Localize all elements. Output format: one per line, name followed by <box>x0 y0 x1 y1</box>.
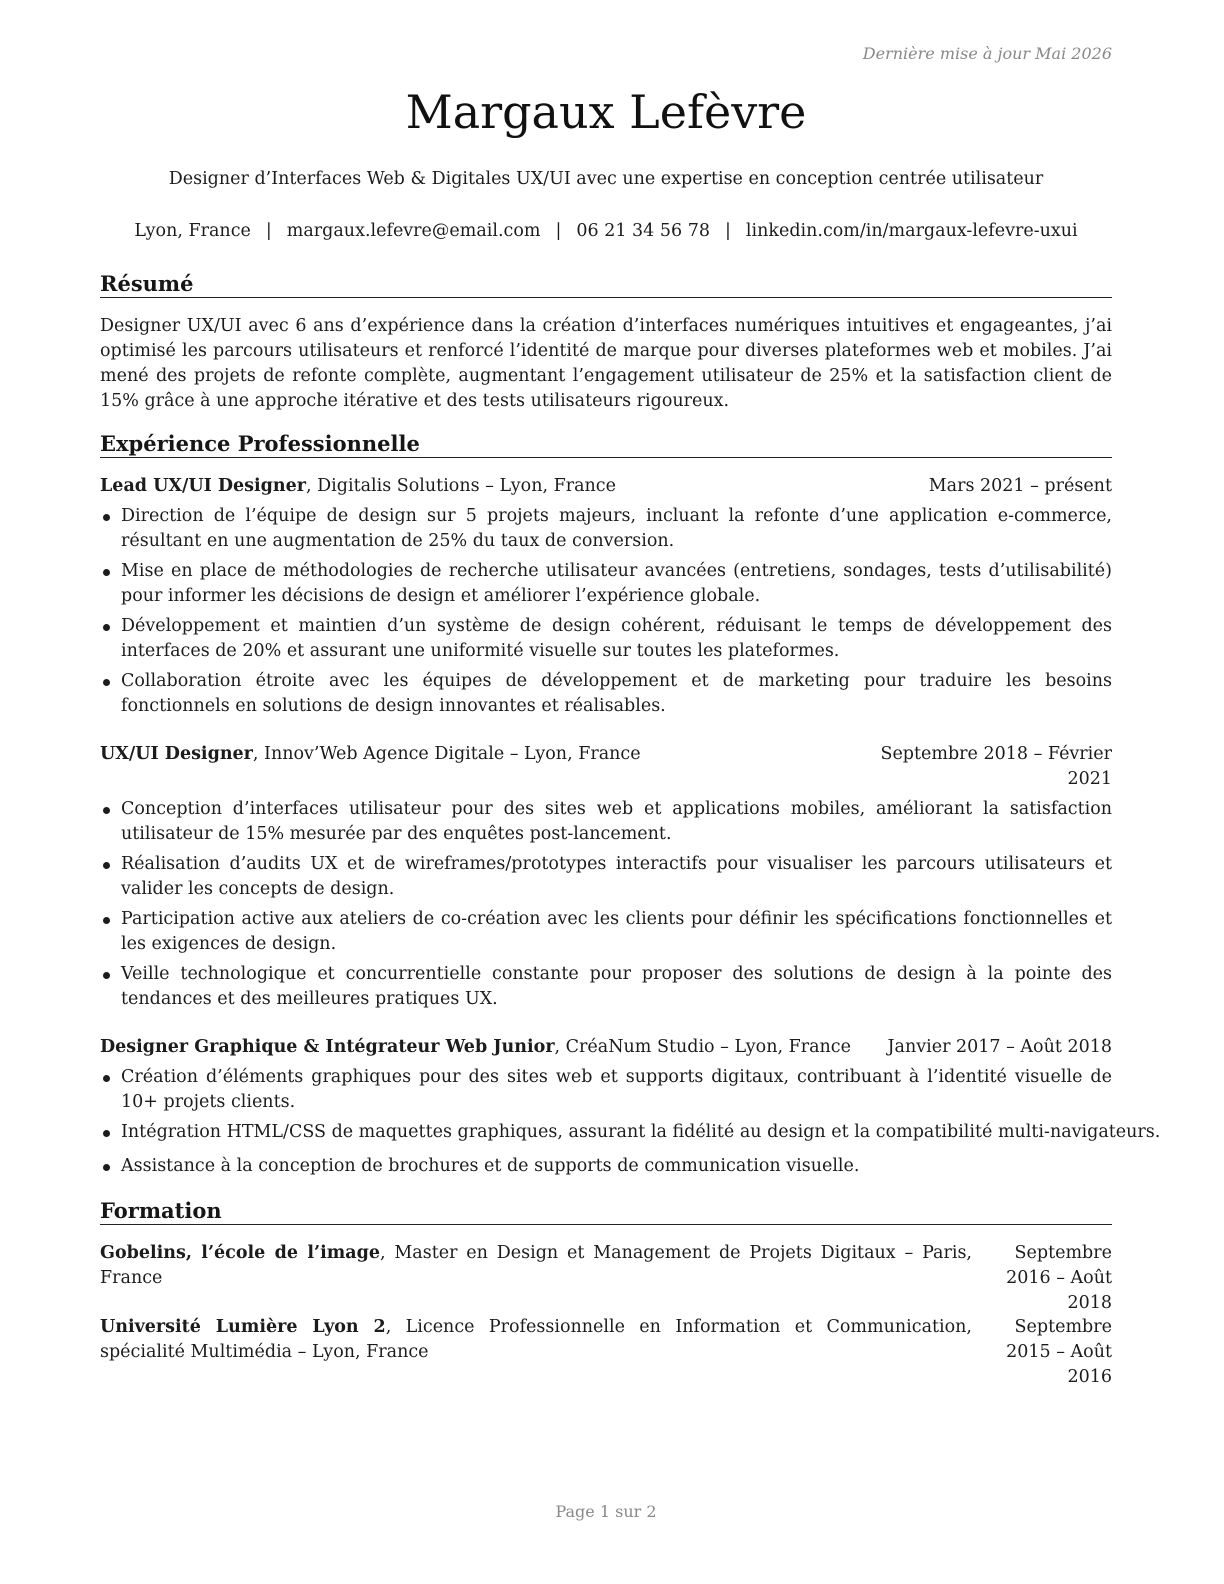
list-item: Mise en place de méthodologies de recherche utilisateur avancées (entretiens, sondages, tests d’utilisabilité) pour informer les décisions de design et améliorer l’expérience globale. <box>100 559 1112 609</box>
contact-email[interactable]: margaux.lefevre@email.com <box>286 221 541 241</box>
job-title-line <box>100 474 616 499</box>
job-bullets <box>100 504 1112 724</box>
job-dates: Septembre 2018 – Février 2021 <box>880 744 1112 789</box>
list-item: Réalisation d’audits UX et de wireframes/prototypes interactifs pour visualiser les parcours utilisateurs et valider les concepts de design. <box>100 852 1112 902</box>
list-item: Veille technologique et concurrentielle constante pour proposer des solutions de design à la pointe des tendances et des meilleures pratiques UX. <box>100 962 1112 1012</box>
contact-separator: | <box>724 221 731 241</box>
education-degree-line <box>100 1241 972 1291</box>
list-item: Création d’éléments graphiques pour des sites web et supports digitaux, contribuant à l’identité visuelle de 10+ projets clients. <box>100 1065 1112 1115</box>
education-school: Gobelins, l’école de l’image <box>100 1243 380 1263</box>
contact-line <box>100 220 1112 243</box>
summary-text: Designer UX/UI avec 6 ans d’expérience dans la création d’interfaces numériques intuitives et engageantes, j’ai optimisé les parcours utilisateurs et renforcé l’identité de marque pour diverses plateformes web et mobiles. J’ai mené des projets de refonte complète, augmentant l’engagement utilisateur de 25% et la satisfaction client de 15% grâce à une approche itérative et des tests utilisateurs rigoureux. <box>100 316 1112 411</box>
contact-phone: 06 21 34 56 78 <box>576 221 710 241</box>
job-role: Lead UX/UI Designer <box>100 476 307 496</box>
last-updated: Dernière mise à jour Mai 2026 <box>862 44 1112 63</box>
job-company: , Digitalis Solutions – Lyon, France <box>306 476 616 496</box>
list-item: Développement et maintien d’un système de design cohérent, réduisant le temps de développement des interfaces de 20% et assurant une uniformité visuelle sur toutes les plateformes. <box>100 614 1112 664</box>
education-degree-line <box>100 1315 972 1365</box>
contact-separator: | <box>265 221 272 241</box>
tagline: Designer d’Interfaces Web & Digitales UX/UI avec une expertise en conception centrée utilisateur <box>168 169 1044 189</box>
candidate-name: Margaux Lefèvre <box>405 85 807 139</box>
education-dates: Septembre 2016 – Août 2018 <box>1006 1243 1112 1313</box>
section-title-education: Formation <box>100 1198 1112 1225</box>
list-item: Direction de l’équipe de design sur 5 projets majeurs, incluant la refonte d’une application e-commerce, résultant en une augmentation de 25% du taux de conversion. <box>100 504 1112 554</box>
education-degree: , Licence Professionnelle en Information et Communication, spécialité Multimédia – Lyon, France <box>100 1317 972 1362</box>
job-company: , CréaNum Studio – Lyon, France <box>554 1037 851 1057</box>
education-item <box>100 1241 1112 1313</box>
list-item: Participation active aux ateliers de co-création avec les clients pour définir les spécifications fonctionnelles et les exigences de design. <box>100 907 1112 957</box>
education-degree: , Master en Design et Management de Projets Digitaux – Paris, France <box>100 1243 972 1288</box>
list-item: Collaboration étroite avec les équipes de développement et de marketing pour traduire les besoins fonctionnels en solutions de design innovantes et réalisables. <box>100 669 1112 719</box>
page-number: Page 1 sur 2 <box>555 1502 657 1521</box>
job-title-line <box>100 742 641 767</box>
list-item: Intégration HTML/CSS de maquettes graphiques, assurant la fidélité au design et la compatibilité multi-navigateurs. <box>100 1120 1112 1145</box>
job-role: UX/UI Designer <box>100 744 253 764</box>
job-dates: Mars 2021 – présent <box>928 476 1112 496</box>
section-title-summary: Résumé <box>100 271 1112 298</box>
contact-separator: | <box>555 221 562 241</box>
education-dates: Septembre 2015 – Août 2016 <box>1006 1317 1112 1387</box>
job-bullets <box>100 797 1112 1017</box>
resume-page <box>100 0 1161 1584</box>
contact-location: Lyon, France <box>134 221 251 241</box>
section-title-experience: Expérience Professionnelle <box>100 431 1112 458</box>
job-company: , Innov’Web Agence Digitale – Lyon, France <box>252 744 641 764</box>
list-item: Conception d’interfaces utilisateur pour des sites web et applications mobiles, améliorant la satisfaction utilisateur de 15% mesurée par des enquêtes post-lancement. <box>100 797 1112 847</box>
job-title-line <box>100 1035 851 1060</box>
job-bullets <box>100 1065 1161 1184</box>
list-item: Assistance à la conception de brochures et de supports de communication visuelle. <box>100 1154 1112 1179</box>
job-role: Designer Graphique & Intégrateur Web Junior <box>100 1037 555 1057</box>
education-school: Université Lumière Lyon 2 <box>100 1317 386 1337</box>
job-dates: Janvier 2017 – Août 2018 <box>887 1037 1112 1057</box>
contact-linkedin[interactable]: linkedin.com/in/margaux-lefevre-uxui <box>745 221 1078 241</box>
education-item <box>100 1315 1112 1387</box>
